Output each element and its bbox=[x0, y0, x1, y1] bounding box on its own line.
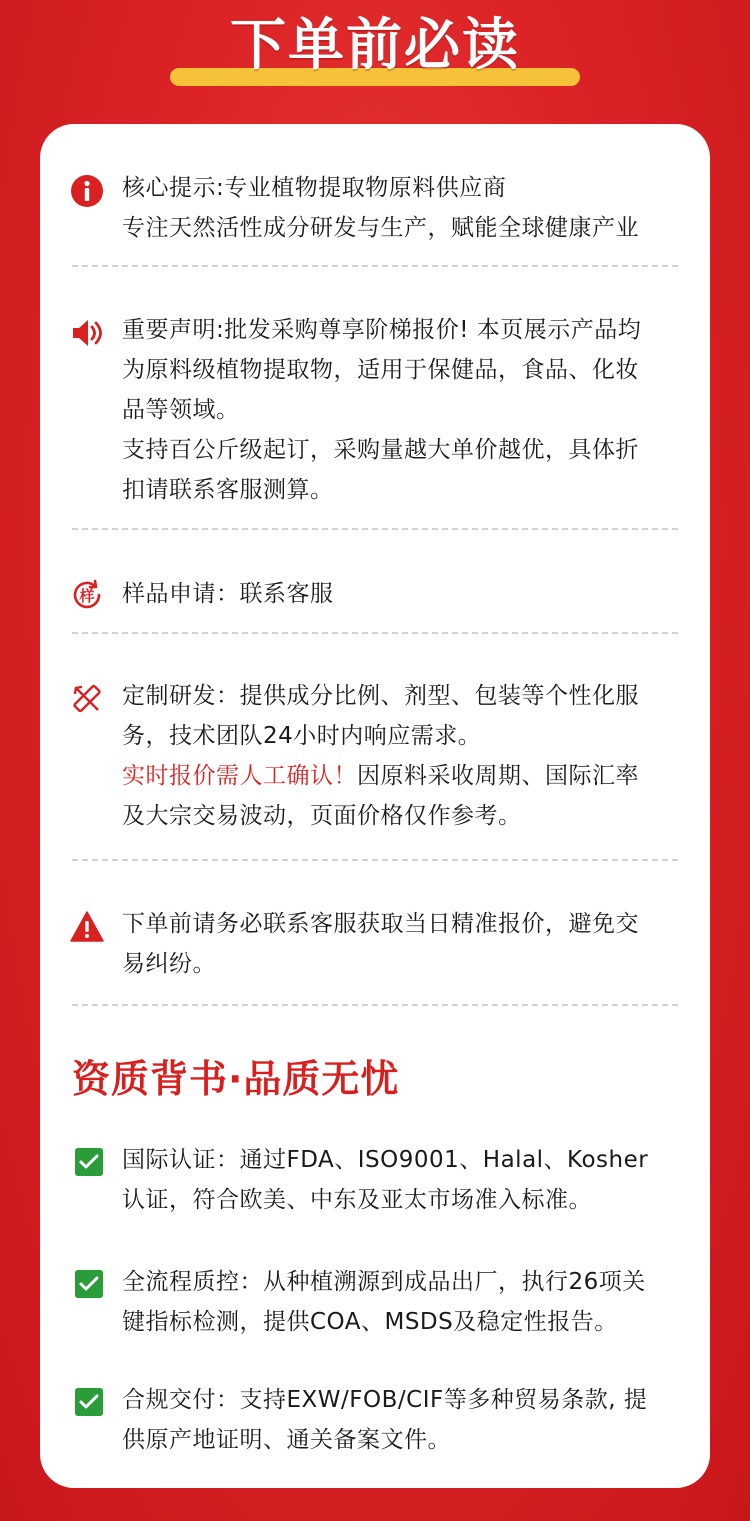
page-title: 下单前必读 bbox=[230, 13, 520, 78]
check-text: 全流程质控：从种植溯源到成品出厂，执行26项关 键指标检测，提供COA、MSDS及稳定性报告。 bbox=[122, 1269, 646, 1335]
divider bbox=[72, 265, 678, 267]
check-text: 合规交付：支持EXW/FOB/CIF等多种贸易条款, 提 供原产地证明、通关备案文件。 bbox=[122, 1387, 648, 1453]
warning-icon bbox=[70, 910, 104, 944]
speaker-icon bbox=[70, 316, 104, 350]
checkbox-checked-icon bbox=[75, 1148, 103, 1176]
checkbox-checked-icon bbox=[75, 1388, 103, 1416]
notice-text: 样品申请：联系客服 bbox=[122, 581, 334, 607]
pencil-ruler-icon bbox=[70, 682, 104, 716]
section-title: 资质背书·品质无忧 bbox=[72, 1057, 400, 1101]
notice-text: 重要声明:批发采购尊享阶梯报价! 本页展示产品均 为原料级植物提取物，适用于保健品，食品、化妆 品等领域。 支持百公斤级起订，采购量越大单价越优，具体折 扣请联系客服测算。 bbox=[122, 317, 642, 503]
checkbox-checked-icon bbox=[75, 1270, 103, 1298]
notice-text: 核心提示:专业植物提取物原料供应商 专注天然活性成分研发与生产，赋能全球健康产业 bbox=[122, 175, 639, 241]
notice-card bbox=[40, 124, 710, 1488]
header bbox=[0, 0, 750, 110]
svg-text:样: 样 bbox=[79, 587, 95, 605]
divider bbox=[72, 859, 678, 861]
price-confirmation-warning: 实时报价需人工确认！ bbox=[122, 763, 357, 789]
notice-text: 下单前请务必联系客服获取当日精准报价，避免交 易纠纷。 bbox=[122, 911, 639, 977]
divider bbox=[72, 1004, 678, 1006]
notice-text: 定制研发：提供成分比例、剂型、包装等个性化服 务，技术团队24小时内响应需求。 实时报价需人工确认！因原料采收周期、国际汇率 及大宗交易波动，页面价格仅作参考。 bbox=[122, 683, 639, 829]
divider bbox=[72, 632, 678, 634]
info-icon bbox=[70, 174, 104, 208]
check-text: 国际认证：通过FDA、ISO9001、Halal、Kosher 认证，符合欧美、中东及亚太市场准入标准。 bbox=[122, 1147, 649, 1213]
divider bbox=[72, 528, 678, 530]
sample-icon bbox=[70, 578, 104, 612]
